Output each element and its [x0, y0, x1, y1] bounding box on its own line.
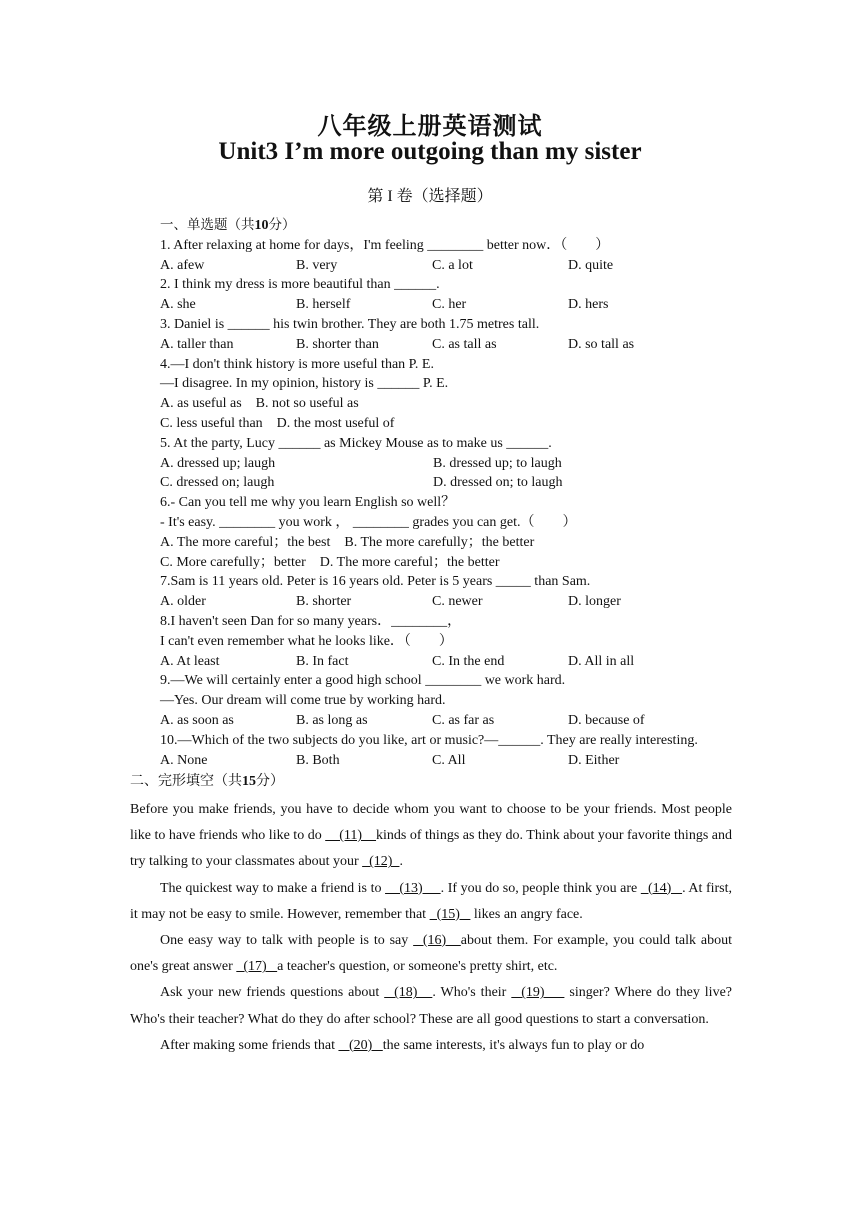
question-stem: 9.—We will certainly enter a good high school ________ we work hard.	[160, 673, 566, 689]
answer-option[interactable]: B. The more carefully；the better	[344, 534, 535, 550]
answer-option[interactable]: B. Both	[296, 752, 340, 768]
question-stem: —I disagree. In my opinion, history is ______ P. E.	[160, 376, 449, 392]
question-stem: 3. Daniel is ______ his twin brother. They are both 1.75 metres tall.	[160, 316, 540, 332]
option-row	[160, 295, 720, 315]
answer-option[interactable]: C. as tall as	[432, 336, 497, 352]
answer-option[interactable]: B. shorter	[296, 594, 352, 610]
answer-option[interactable]: C. less useful than	[160, 415, 263, 431]
blank-16: (16)	[413, 933, 461, 949]
answer-option[interactable]: A. older	[160, 594, 206, 610]
answer-option[interactable]: D. quite	[568, 257, 614, 273]
answer-option[interactable]: C. All	[432, 752, 466, 768]
question-item	[160, 493, 720, 572]
answer-option[interactable]: B. dressed up; to laugh	[433, 455, 562, 471]
question-stem: —Yes. Our dream will come true by working hard.	[160, 693, 446, 709]
option-row	[160, 711, 720, 731]
question-list	[160, 236, 720, 771]
option-row	[160, 256, 720, 276]
answer-option[interactable]: C. her	[432, 297, 467, 313]
exam-title: 八年级上册英语测试	[317, 112, 543, 140]
answer-option[interactable]: C. newer	[432, 594, 483, 610]
option-row	[160, 414, 720, 434]
question-stem: 7.Sam is 11 years old. Peter is 16 years old. Peter is 5 years _____ than Sam.	[160, 574, 591, 590]
answer-option[interactable]: A. The more careful；the best	[160, 534, 331, 550]
option-row	[160, 394, 720, 414]
question-stem: 1. After relaxing at home for days，I'm feeling ________ better now．（ ）	[160, 237, 610, 253]
question-stem: 8.I haven't seen Dan for so many years．________，	[160, 613, 462, 629]
blank-15: (15)	[429, 906, 471, 922]
question-item	[160, 236, 720, 276]
answer-option[interactable]: A. as soon as	[160, 712, 234, 728]
passage-paragraph-2: The quickest way to make a friend is to (13) . If you do so, people think you are (14) . At first, it may not be easy to smile. However, remember that (15) likes an angry face.	[130, 880, 733, 922]
answer-option[interactable]: D. The more careful；the better	[319, 554, 500, 570]
answer-option[interactable]: D. because of	[568, 712, 645, 728]
passage-paragraph-5: After making some friends that (20) the same interests, it's always fun to play or do	[160, 1037, 645, 1053]
blank-17: (17)	[236, 959, 278, 975]
answer-option[interactable]: D. the most useful of	[276, 415, 395, 431]
question-item	[160, 434, 720, 493]
blank-11: (11)	[325, 828, 377, 844]
unit-title: Unit3 I’m more outgoing than my sister	[218, 138, 642, 165]
answer-option[interactable]: D. All in all	[568, 653, 635, 669]
option-row	[160, 652, 720, 672]
answer-option[interactable]: A. as useful as	[160, 396, 242, 412]
option-row	[160, 473, 720, 493]
answer-option[interactable]: A. afew	[160, 257, 205, 273]
option-row	[160, 533, 720, 553]
blank-13: (13)	[385, 880, 441, 896]
question-item	[160, 731, 720, 771]
answer-option[interactable]: A. dressed up; laugh	[160, 455, 276, 471]
cloze-passage	[130, 797, 732, 1059]
passage-paragraph-4: Ask your new friends questions about (18) . Who's their (19) singer? Where do they live? Who's their teacher? What do they do after school? These are all good questions to start a conversation.	[130, 985, 733, 1027]
section1-heading: 一、单选题（共10分）	[160, 217, 296, 233]
volume-title: 第 I 卷（选择题）	[367, 188, 493, 205]
answer-option[interactable]: D. hers	[568, 297, 609, 313]
answer-option[interactable]: C. a lot	[432, 257, 473, 273]
answer-option[interactable]: C. as far as	[432, 712, 495, 728]
multiple-choice-section	[160, 216, 720, 770]
answer-option[interactable]: D. Either	[568, 752, 620, 768]
option-row	[160, 553, 720, 573]
option-row	[160, 454, 720, 474]
answer-option[interactable]: B. shorter than	[296, 336, 379, 352]
answer-option[interactable]: A. At least	[160, 653, 220, 669]
question-item	[160, 671, 720, 730]
blank-19: (19)	[511, 985, 565, 1001]
answer-option[interactable]: B. herself	[296, 297, 351, 313]
question-stem: 2. I think my dress is more beautiful than ______.	[160, 277, 440, 293]
answer-option[interactable]: A. she	[160, 297, 196, 313]
answer-option[interactable]: C. dressed on; laugh	[160, 475, 275, 491]
question-stem: 10.—Which of the two subjects do you like, art or music?—______. They are really interesting.	[160, 732, 698, 748]
passage-paragraph-1: Before you make friends, you have to decide whom you want to choose to be your friends. Most people like to have friends who like to do (11) kinds of things as they do. Think about your favorite things and try talking to your classmates about your (12) .	[130, 802, 732, 870]
option-row	[160, 751, 720, 771]
question-stem: 5. At the party, Lucy ______ as Mickey Mouse as to make us ______.	[160, 435, 552, 451]
option-row	[160, 592, 720, 612]
blank-18: (18)	[384, 985, 433, 1001]
question-item	[160, 355, 720, 434]
section2-heading: 二、完形填空（共15分）	[130, 773, 284, 789]
question-stem: - It's easy. ________ you work ， ________ grades you can get.（ ）	[160, 514, 577, 530]
question-item	[160, 275, 720, 315]
question-stem: I can't even remember what he looks like．（ ）	[160, 633, 453, 649]
blank-20: (20)	[338, 1037, 383, 1053]
blank-12: (12)	[362, 854, 400, 870]
answer-option[interactable]: C. In the end	[432, 653, 505, 669]
question-item	[160, 612, 720, 671]
answer-option[interactable]: A. None	[160, 752, 208, 768]
blank-14: (14)	[640, 880, 683, 896]
question-stem: 4.—I don't think history is more useful than P. E.	[160, 356, 434, 372]
answer-option[interactable]: D. so tall as	[568, 336, 635, 352]
option-row	[160, 335, 720, 355]
answer-option[interactable]: B. In fact	[296, 653, 349, 669]
answer-option[interactable]: D. longer	[568, 594, 621, 610]
question-item	[160, 315, 720, 355]
answer-option[interactable]: B. very	[296, 257, 338, 273]
answer-option[interactable]: D. dressed on; to laugh	[433, 475, 563, 491]
question-stem: 6.- Can you tell me why you learn English so well？	[160, 495, 456, 511]
answer-option[interactable]: B. as long as	[296, 712, 368, 728]
answer-option[interactable]: B. not so useful as	[255, 396, 359, 412]
passage-paragraph-3: One easy way to talk with people is to say (16) about them. For example, you could talk about one's great answer (17) a teacher's question, or someone's pretty shirt, etc.	[130, 933, 732, 975]
answer-option[interactable]: A. taller than	[160, 336, 234, 352]
question-item	[160, 572, 720, 612]
answer-option[interactable]: C. More carefully；better	[160, 554, 306, 570]
